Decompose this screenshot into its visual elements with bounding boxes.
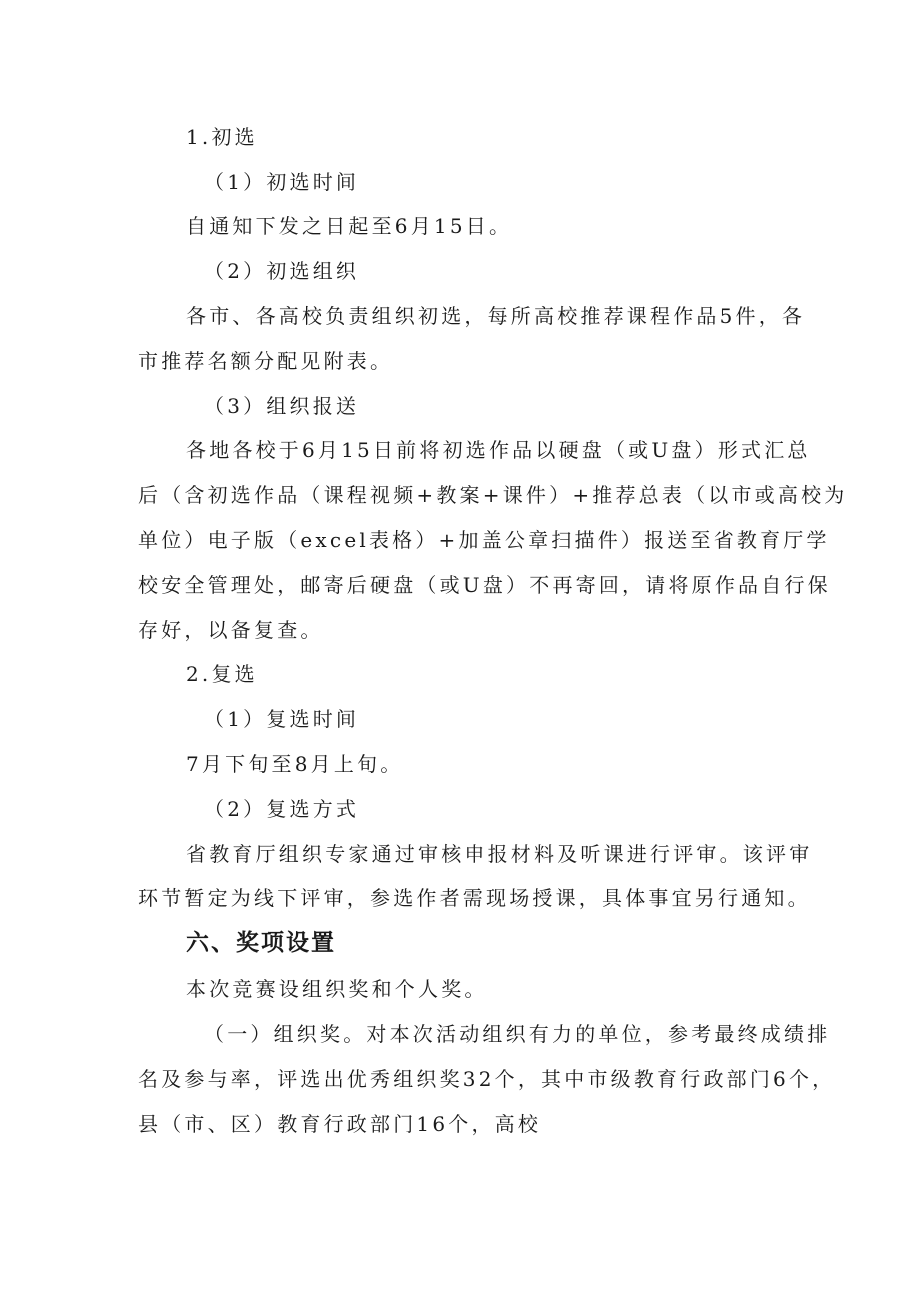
subsection-2-2-heading: （2）复选方式 xyxy=(204,797,360,821)
subsection-1-3-heading: （3）组织报送 xyxy=(204,394,360,418)
subsection-1-2-heading: （2）初选组织 xyxy=(204,259,360,283)
paragraph-line: 县（市、区）教育行政部门16个，高校 xyxy=(138,1112,542,1136)
paragraph-line: 后（含初选作品（课程视频+教案+课件）+推荐总表（以市或高校为 xyxy=(138,483,848,507)
paragraph-line: 单位）电子版（excel表格）+加盖公章扫描件）报送至省教育厅学 xyxy=(138,528,830,552)
paragraph-line: 各市、各高校负责组织初选，每所高校推荐课程作品5件，各 xyxy=(186,304,806,328)
paragraph-line: 本次竞赛设组织奖和个人奖。 xyxy=(186,977,488,1001)
section-2-heading: 2.复选 xyxy=(186,662,258,686)
paragraph-line: 各地各校于6月15日前将初选作品以硬盘（或U盘）形式汇总 xyxy=(186,438,811,462)
paragraph-line: 名及参与率，评选出优秀组织奖32个，其中市级教育行政部门6个， xyxy=(138,1067,836,1091)
paragraph-line: 7月下旬至8月上旬。 xyxy=(186,752,404,776)
subsection-2-1-heading: （1）复选时间 xyxy=(204,707,360,731)
paragraph-line: （一）组织奖。对本次活动组织有力的单位，参考最终成绩排 xyxy=(204,1022,831,1046)
paragraph-line: 校安全管理处，邮寄后硬盘（或U盘）不再寄回，请将原作品自行保 xyxy=(138,573,831,597)
paragraph-line: 自通知下发之日起至6月15日。 xyxy=(186,214,513,238)
paragraph-line: 存好，以备复查。 xyxy=(138,618,324,642)
section-six-heading: 六、奖项设置 xyxy=(186,930,336,956)
paragraph-line: 省教育厅组织专家通过审核申报材料及听课进行评审。该评审 xyxy=(186,842,813,866)
paragraph-line: 市推荐名额分配见附表。 xyxy=(138,349,394,373)
section-1-heading: 1.初选 xyxy=(186,125,258,149)
subsection-1-1-heading: （1）初选时间 xyxy=(204,170,360,194)
paragraph-line: 环节暂定为线下评审，参选作者需现场授课，具体事宜另行通知。 xyxy=(138,886,811,910)
